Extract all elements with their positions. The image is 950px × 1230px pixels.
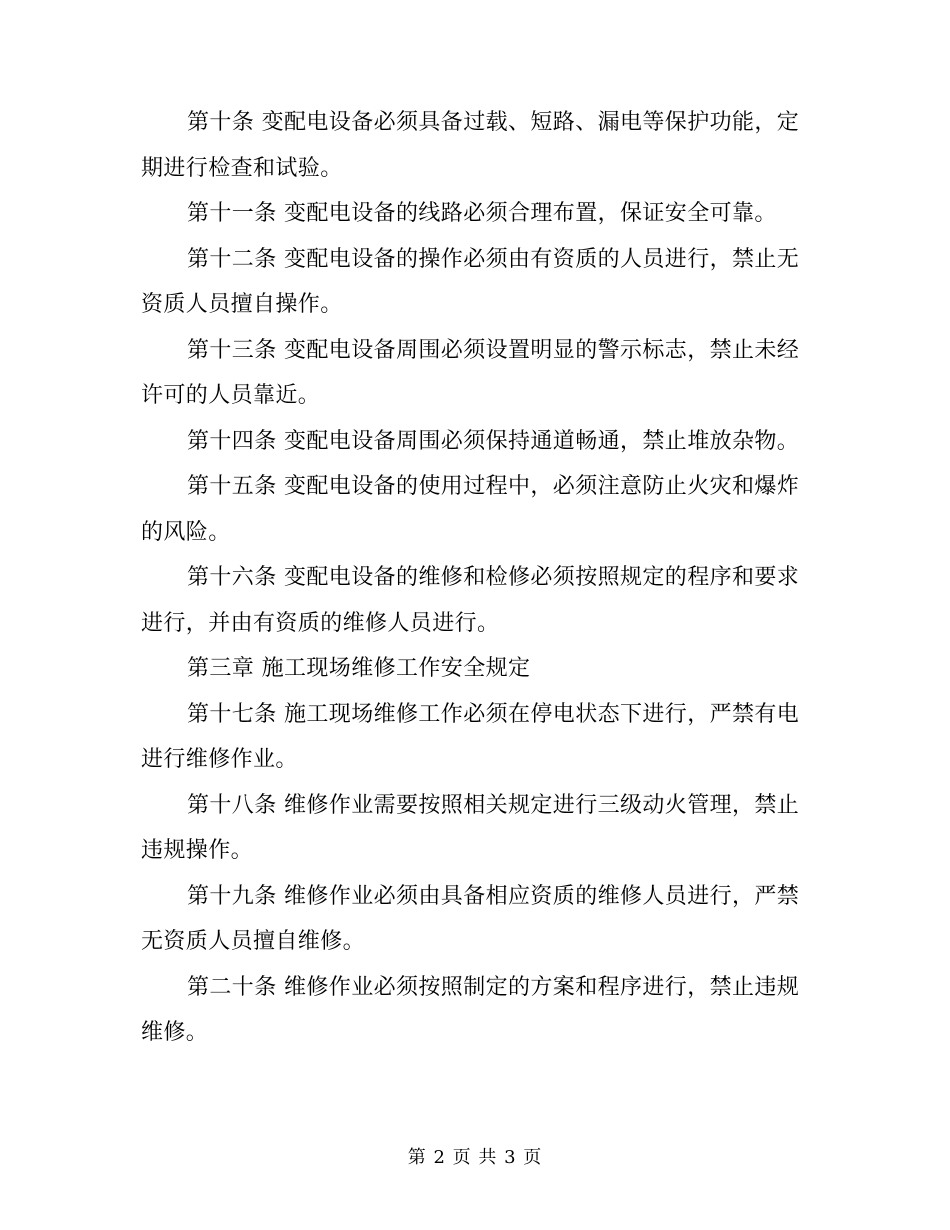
article-18-paragraph: 第十八条 维修作业需要按照相关规定进行三级动火管理，禁止违规操作。 (141, 792, 800, 863)
article-13-paragraph: 第十三条 变配电设备周围必须设置明显的警示标志，禁止未经许可的人员靠近。 (141, 337, 800, 408)
article-16-paragraph: 第十六条 变配电设备的维修和检修必须按照规定的程序和要求进行，并由有资质的维修人员进行。 (141, 565, 800, 636)
article-11-paragraph: 第十一条 变配电设备的线路必须合理布置，保证安全可靠。 (187, 201, 777, 226)
article-14-paragraph: 第十四条 变配电设备周围必须保持通道畅通，禁止堆放杂物。 (187, 428, 800, 454)
article-20-paragraph: 第二十条 维修作业必须按照制定的方案和程序进行，禁止违规维修。 (141, 974, 800, 1045)
article-19-paragraph: 第十九条 维修作业必须由具备相应资质的维修人员进行，严禁无资质人员擅自维修。 (141, 883, 800, 954)
article-10-paragraph: 第十条 变配电设备必须具备过载、短路、漏电等保护功能，定期进行检查和试验。 (141, 110, 800, 181)
article-12-paragraph: 第十二条 变配电设备的操作必须由有资质的人员进行，禁止无资质人员擅自操作。 (141, 246, 800, 317)
article-15-paragraph: 第十五条 变配电设备的使用过程中，必须注意防止火灾和爆炸的风险。 (141, 474, 800, 545)
document-body (141, 100, 809, 1056)
page-number-footer: 第 2 页 共 3 页 (407, 1147, 543, 1168)
article-17-paragraph: 第十七条 施工现场维修工作必须在停电状态下进行，严禁有电进行维修作业。 (141, 701, 800, 772)
chapter-3-heading: 第三章 施工现场维修工作安全规定 (187, 656, 531, 681)
